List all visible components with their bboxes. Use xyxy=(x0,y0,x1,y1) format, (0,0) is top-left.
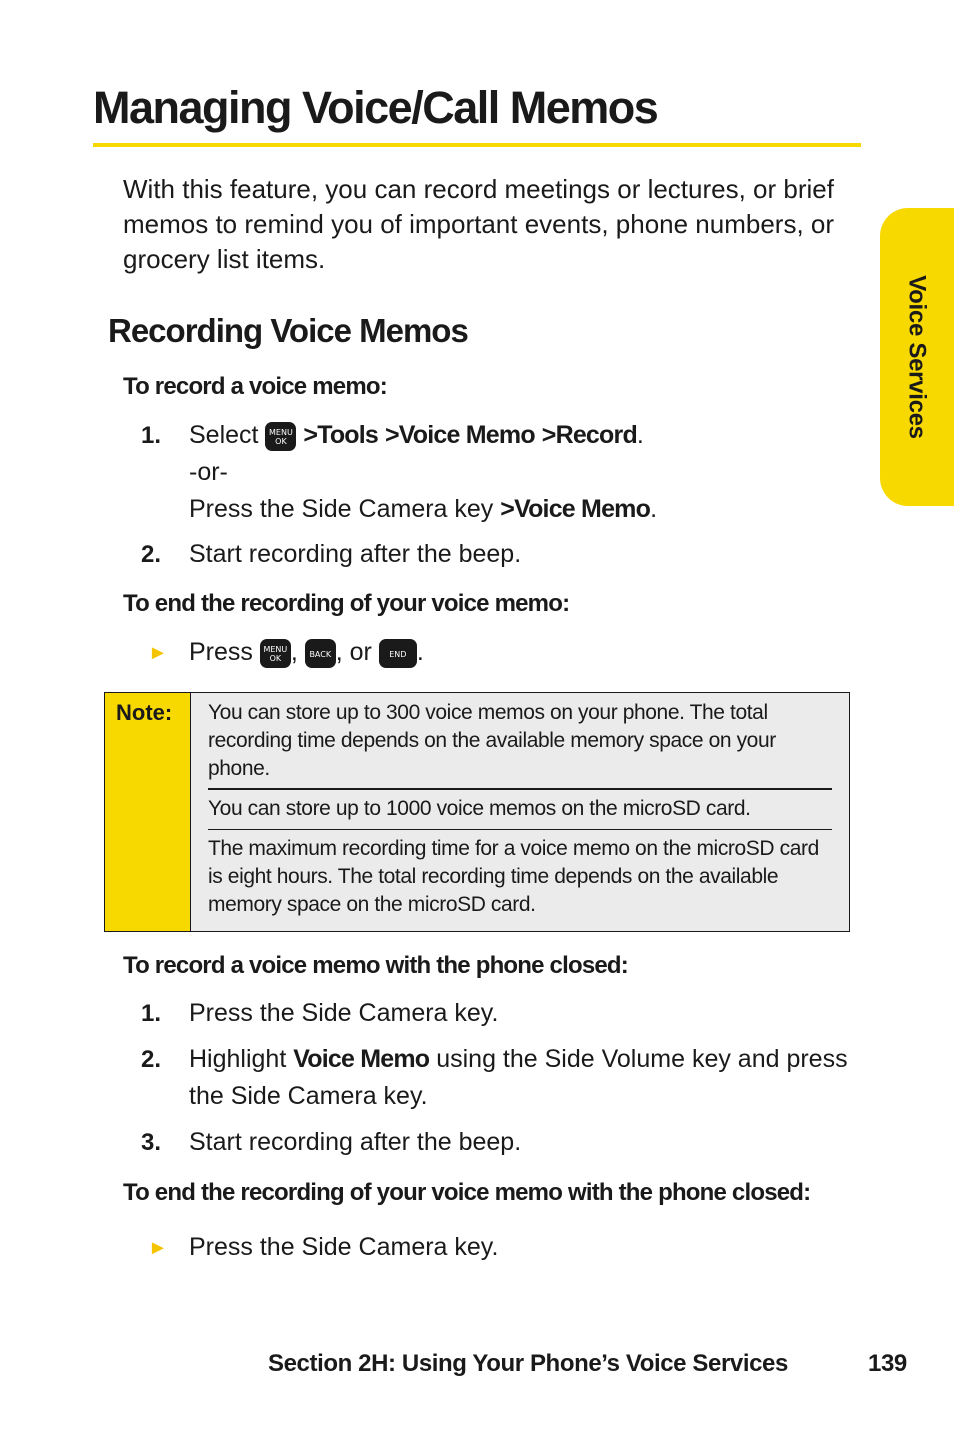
punctuation: . xyxy=(636,421,644,449)
record-step-2: Start recording after the beep. xyxy=(189,540,522,568)
closed-heading: To record a voice memo with the phone closed: xyxy=(123,952,628,979)
intro-paragraph: With this feature, you can record meetings or lectures, or brief memos to remind you of important events, phone numbers, or grocery list items. xyxy=(123,174,835,274)
menu-path-separator: > xyxy=(541,421,556,449)
closed-step-1: Press the Side Camera key. xyxy=(189,999,499,1027)
menu-ok-key-icon: MENU OK xyxy=(260,639,291,668)
menu-path-voice-memo-alt: Voice Memo xyxy=(514,495,651,523)
punctuation: . xyxy=(650,495,658,523)
closed-step-2 xyxy=(189,1041,849,1115)
note-box xyxy=(104,692,850,932)
step-number: 1. xyxy=(141,422,162,449)
note-paragraph-1: You can store up to 300 voice memos on your phone. The total recording time depends on the available memory space on your phone. xyxy=(208,701,776,780)
punctuation: , or xyxy=(335,638,372,666)
note-divider xyxy=(208,829,832,830)
note-label: Note: xyxy=(116,700,173,725)
menu-path-record: Record xyxy=(555,421,637,449)
end-record-step xyxy=(189,634,424,671)
page-number: 139 xyxy=(868,1350,907,1377)
menu-path-voice-memo: Voice Memo xyxy=(398,421,535,449)
menu-ok-key-icon: MENU OK xyxy=(265,422,296,451)
step-text: Select xyxy=(189,421,259,449)
note-paragraph-3: The maximum recording time for a voice memo on the microSD card is eight hours. The total recording time depends on the available memory space on the microSD card. xyxy=(208,837,819,916)
back-key-icon: BACK xyxy=(305,639,336,668)
bullet-arrow-icon: ► xyxy=(148,1237,168,1259)
end-closed-heading: To end the recording of your voice memo with the phone closed: xyxy=(123,1179,811,1206)
end-key-icon: END xyxy=(379,639,417,668)
end-record-heading: To end the recording of your voice memo: xyxy=(123,590,570,617)
menu-path-separator: > xyxy=(384,421,399,449)
step-number: 2. xyxy=(141,1046,162,1073)
step-number: 3. xyxy=(141,1129,162,1156)
title-rule xyxy=(93,143,861,147)
step-text: using the Side Volume key and press the Side Camera key. xyxy=(189,1045,848,1110)
section-heading: Recording Voice Memos xyxy=(108,312,468,349)
record-heading: To record a voice memo: xyxy=(123,373,387,400)
step-text: Press xyxy=(189,638,253,666)
menu-path-voice-memo: Voice Memo xyxy=(293,1045,430,1073)
side-tab-label: Voice Services xyxy=(904,275,932,439)
record-step-1 xyxy=(189,417,849,528)
step-text: Highlight xyxy=(189,1045,287,1073)
bullet-arrow-icon: ► xyxy=(148,642,168,664)
page-title: Managing Voice/Call Memos xyxy=(93,82,658,133)
menu-path-tools: Tools xyxy=(317,421,379,449)
end-closed-step: Press the Side Camera key. xyxy=(189,1233,499,1261)
step-number: 1. xyxy=(141,1000,162,1027)
note-label-cell xyxy=(105,693,191,931)
closed-step-3: Start recording after the beep. xyxy=(189,1128,522,1156)
footer-section: Section 2H: Using Your Phone’s Voice Services xyxy=(268,1350,788,1377)
note-paragraph-2: You can store up to 1000 voice memos on the microSD card. xyxy=(208,797,751,820)
step-text: Press the Side Camera key xyxy=(189,495,494,523)
side-tab-label-wrap xyxy=(880,208,954,506)
note-divider xyxy=(208,788,832,790)
step-number: 2. xyxy=(141,541,162,568)
or-text: -or- xyxy=(189,458,228,486)
menu-path-separator: > xyxy=(500,495,515,523)
punctuation: . xyxy=(416,638,424,666)
menu-path-separator: > xyxy=(303,421,318,449)
punctuation: , xyxy=(290,638,298,666)
